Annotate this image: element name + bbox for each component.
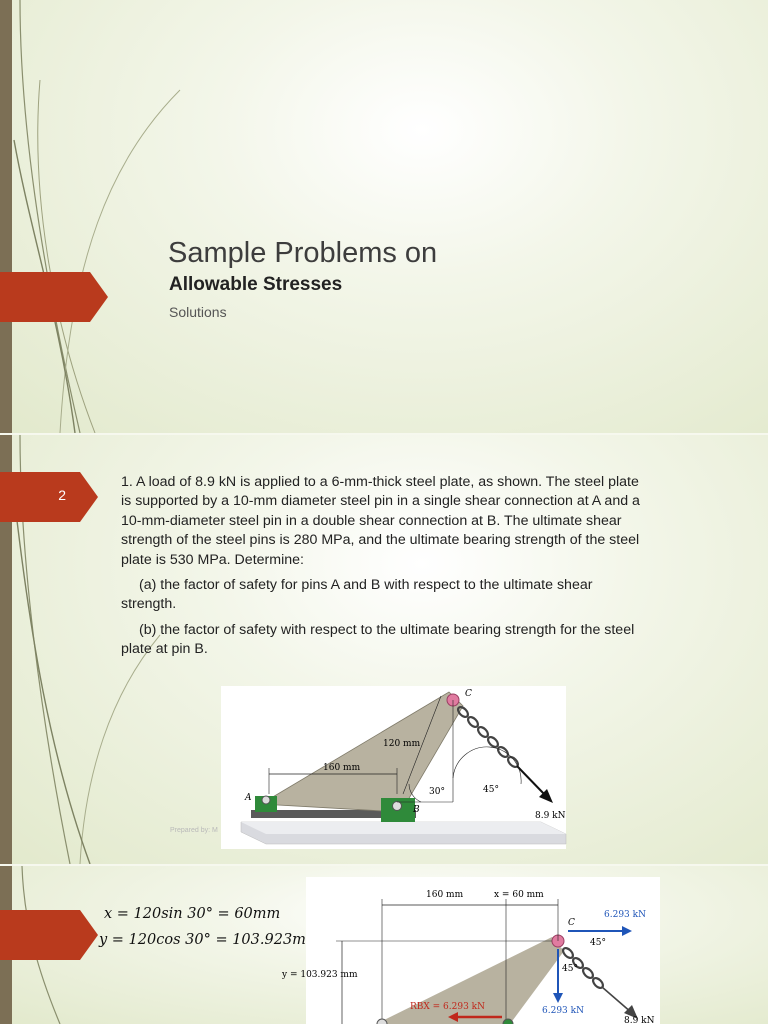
equation-y: y = 120cos 30° = 103.923mm: [99, 932, 320, 948]
slide-number-tab: [0, 472, 80, 522]
pin-b: [393, 802, 402, 811]
equation-x: x = 120sin 30° = 60mm: [104, 906, 281, 922]
angle-45-label-b: 45°: [562, 964, 578, 974]
angle-45-label-a: 45°: [590, 938, 606, 948]
slide-tagline: Solutions: [169, 304, 227, 320]
label-a: A: [245, 793, 252, 803]
problem-part-a: (a) the factor of safety for pins A and B with respect to the ultimate shear strength.: [121, 577, 593, 613]
load-label: 8.9 kN: [535, 811, 566, 821]
rbx-label: RBX = 6.293 kN: [410, 1002, 486, 1012]
solution-figure: [282, 877, 660, 1024]
solution-slide: [0, 866, 768, 1024]
label-c: C: [568, 918, 575, 928]
dim-y-label: y = 103.923 mm: [282, 970, 358, 980]
problem-slide: [0, 435, 768, 864]
force-right-label: 6.293 kN: [604, 910, 646, 920]
base-slab-top: [241, 822, 566, 834]
solution-tab: [0, 910, 80, 960]
decorative-swirl: [0, 0, 200, 433]
left-stripe: [0, 0, 12, 433]
dim-x-label: x = 60 mm: [494, 890, 544, 900]
prepared-by-footer: Prepared by: M: [170, 827, 218, 834]
title-tab: [0, 272, 90, 322]
slide-title: Sample Problems on: [168, 237, 438, 269]
dim-160-label: 160 mm: [426, 890, 464, 900]
dim-120-label: 120 mm: [383, 739, 421, 749]
force-down-label: 6.293 kN: [542, 1006, 584, 1016]
label-b: B: [413, 805, 420, 815]
load-line: [602, 987, 632, 1013]
chain: [456, 705, 519, 768]
angle-30-label: 30°: [429, 787, 445, 797]
slide-subtitle: Allowable Stresses: [169, 274, 343, 295]
problem-part-b: (b) the factor of safety with respect to the ultimate bearing strength for the steel plate at pin B.: [121, 621, 635, 658]
problem-figure: [221, 686, 566, 849]
pin-a: [262, 796, 270, 804]
problem-statement: [121, 473, 641, 660]
load-label: 8.9 kN: [624, 1016, 655, 1024]
slide-number: 2: [58, 487, 66, 503]
angle-45-label: 45°: [483, 785, 499, 795]
label-c: C: [465, 689, 472, 699]
dim-160-label: 160 mm: [323, 763, 361, 773]
problem-intro: 1. A load of 8.9 kN is applied to a 6-mm-thick steel plate, as shown. The steel plate is supported by a 10-mm diameter steel pin in a single shear connection at A and a 10-mm-diameter steel pin in a double shear connection at B. The ultimate shear strength of the steel pins is 280 MPa, and the ultimate bearing strength of the steel plate is 530 MPa. Determine:: [121, 474, 640, 568]
title-slide: [0, 0, 768, 433]
